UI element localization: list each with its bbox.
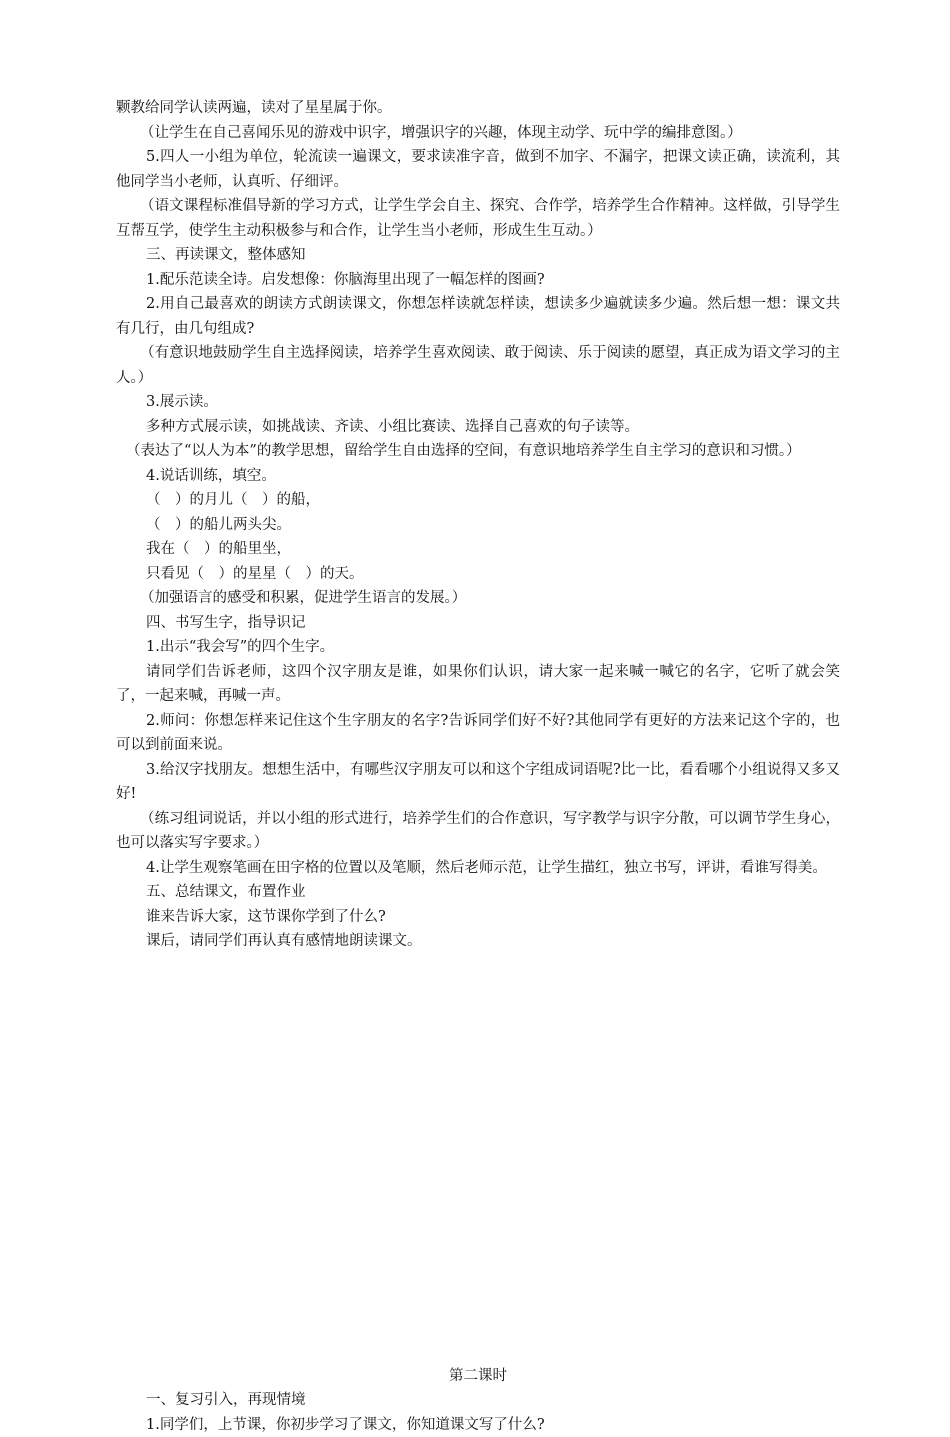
paragraph: （加强语言的感受和积累，促进学生语言的发展。） bbox=[116, 586, 840, 611]
paragraph: 我在（ ）的船里坐， bbox=[116, 537, 840, 562]
lesson-body bbox=[116, 96, 840, 954]
page-gap bbox=[116, 954, 840, 1364]
paragraph: 一、复习引入，再现情境 bbox=[116, 1388, 840, 1413]
paragraph: 2.师问：你想怎样来记住这个生字朋友的名字?告诉同学们好不好?其他同学有更好的方法来记这个字的，也可以到前面来说。 bbox=[116, 709, 840, 758]
paragraph: （有意识地鼓励学生自主选择阅读，培养学生喜欢阅读、敢于阅读、乐于阅读的愿望，真正成为语文学习的主人。） bbox=[116, 341, 840, 390]
paragraph: 4.说话训练，填空。 bbox=[116, 464, 840, 489]
paragraph: （练习组词说话，并以小组的形式进行，培养学生们的合作意识，写字教学与识字分散，可以调节学生身心，也可以落实写字要求。） bbox=[116, 807, 840, 856]
paragraph: （ ）的船儿两头尖。 bbox=[116, 513, 840, 538]
paragraph: （让学生在自己喜闻乐见的游戏中识字，增强识字的兴趣，体现主动学、玩中学的编排意图。） bbox=[116, 121, 840, 146]
paragraph: 1.同学们，上节课，你初步学习了课文，你知道课文写了什么? bbox=[116, 1413, 840, 1437]
paragraph: 4.让学生观察笔画在田字格的位置以及笔顺，然后老师示范，让学生描红，独立书写，评讲，看谁写得美。 bbox=[116, 856, 840, 881]
paragraph: （语文课程标准倡导新的学习方式，让学生学会自主、探究、合作学，培养学生合作精神。这样做，引导学生互帮互学，使学生主动积极参与和合作，让学生当小老师，形成生生互动。） bbox=[116, 194, 840, 243]
paragraph: 1.出示“我会写”的四个生字。 bbox=[116, 635, 840, 660]
paragraph: 四、书写生字，指导识记 bbox=[116, 611, 840, 636]
paragraph: 2.用自己最喜欢的朗读方式朗读课文，你想怎样读就怎样读，想读多少遍就读多少遍。然后想一想：课文共有几行，由几句组成? bbox=[116, 292, 840, 341]
paragraph: 请同学们告诉老师，这四个汉字朋友是谁，如果你们认识，请大家一起来喊一喊它的名字，它听了就会笑了，一起来喊，再喊一声。 bbox=[116, 660, 840, 709]
paragraph: 只看见（ ）的星星（ ）的天。 bbox=[116, 562, 840, 587]
section-title: 第二课时 bbox=[116, 1364, 840, 1389]
second-lesson bbox=[116, 1364, 840, 1437]
paragraph: 3.给汉字找朋友。想想生活中，有哪些汉字朋友可以和这个字组成词语呢?比一比，看看哪个小组说得又多又好! bbox=[116, 758, 840, 807]
paragraph: 多种方式展示读，如挑战读、齐读、小组比赛读、选择自己喜欢的句子读等。 bbox=[116, 415, 840, 440]
paragraph: （表达了“以人为本”的教学思想，留给学生自由选择的空间，有意识地培养学生自主学习的意识和习惯。） bbox=[116, 439, 840, 464]
paragraph: （ ）的月儿（ ）的船， bbox=[116, 488, 840, 513]
paragraph: 三、再读课文，整体感知 bbox=[116, 243, 840, 268]
paragraph: 颗教给同学认读两遍，读对了星星属于你。 bbox=[116, 96, 840, 121]
document-page bbox=[116, 96, 840, 1437]
paragraph: 1.配乐范读全诗。启发想像：你脑海里出现了一幅怎样的图画? bbox=[116, 268, 840, 293]
paragraph: 谁来告诉大家，这节课你学到了什么? bbox=[116, 905, 840, 930]
paragraph: 课后，请同学们再认真有感情地朗读课文。 bbox=[116, 929, 840, 954]
paragraph: 5.四人一小组为单位，轮流读一遍课文，要求读准字音，做到不加字、不漏字，把课文读正确，读流利，其他同学当小老师，认真听、仔细评。 bbox=[116, 145, 840, 194]
paragraph: 五、总结课文，布置作业 bbox=[116, 880, 840, 905]
paragraph: 3.展示读。 bbox=[116, 390, 840, 415]
